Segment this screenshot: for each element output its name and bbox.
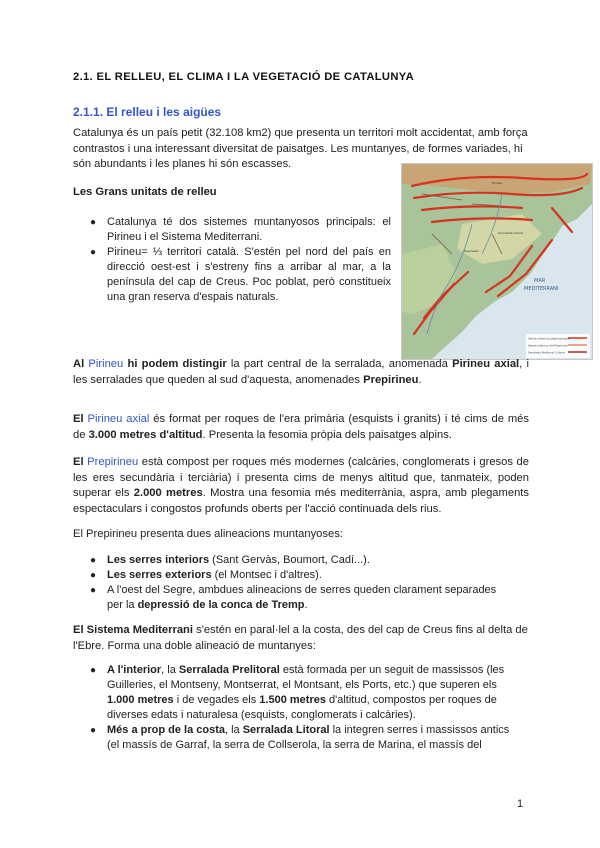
pirineu-axial-paragraph: El Pirineu axial és format per roques de l'era primària (esquists i granits) i té cims de més de 3.000 metres d'altitud. Presenta la fesomia pròpia dels paisatges alpins. bbox=[73, 413, 529, 441]
bullet-icon: ● bbox=[90, 665, 97, 676]
pirineu-paragraph: Al Pirineu hi podem distingir la part central de la serralada, anomenada Pirineu axial, i les serralades que queden al sud d'aquesta, anomenades Prepirineu. bbox=[73, 358, 529, 386]
subsection-heading: 2.1.1. El relleu i les aigües bbox=[73, 105, 222, 119]
page-number: 1 bbox=[517, 798, 524, 810]
map-label-mediterrani: MEDITERRANI bbox=[524, 286, 559, 292]
bullet-icon: ● bbox=[90, 217, 97, 228]
map-legend-item: Serralada Prelitoral / Litoral bbox=[528, 350, 565, 355]
list-item: ● A l'oest del Segre, ambdues alineacions de serres queden clarament separades per la depressió de la conca de Tremp. bbox=[90, 584, 497, 611]
prepirineu-list bbox=[90, 553, 510, 613]
bullet-icon: ● bbox=[90, 247, 97, 258]
intro-paragraph: Catalunya és un país petit (32.108 km2) que presenta un territori molt accidentat, amb força contrastos i una interessant diversitat de paisatges. Les muntanyes, de formes variades, hi són abundants i les planes hi són escasses. bbox=[73, 127, 528, 171]
bullet-icon: ● bbox=[90, 555, 97, 566]
prepirineu-intro: El Prepirineu presenta dues alineacions muntanyoses: bbox=[73, 528, 343, 540]
map-label-pirineu: Pirineu bbox=[492, 181, 503, 185]
list-item: ● Més a prop de la costa, la Serralada Litoral la integren serres i massissos antics (el massís de Garraf, la serra de Collserola, la serra de Marina, el massís del bbox=[90, 724, 510, 751]
map-label-litoral: Serralada Litoral bbox=[498, 231, 523, 235]
list-item: ● Catalunya té dos sistemes muntanyosos principals: el Pirineu i el Sistema Mediterrani. bbox=[90, 216, 391, 243]
map-legend-item: Serres interiors del Prepirineu bbox=[528, 343, 568, 348]
map-label-mar: MAR bbox=[534, 278, 546, 284]
relief-map-image bbox=[401, 163, 593, 360]
list-item: ● Les serres exteriors (el Montsec i d'altres). bbox=[90, 569, 322, 581]
pirineu-axial-term: Pirineu axial bbox=[87, 413, 150, 425]
units-list bbox=[90, 215, 391, 305]
prepirineu-paragraph: El Prepirineu està compost per roques més modernes (calcàries, conglomerats i gresos de les eres secundària i terciària) i presenta cims de menys altitud que, tanmateix, poden superar els 2.000 metres. Mostra una fesomia més mediterrània, aspra, amb plegaments espectaculars i congostos profunds oberts per l'acció continuada dels rius. bbox=[73, 456, 529, 515]
list-item: ● A l'interior, la Serralada Prelitoral està formada per un seguit de massissos (les Guilleries, el Montseny, Montserrat, el Montsant, els Ports, etc.) que superen els 1.000 metres i de vegades els 1.500 metres d'altitud, compostos per roques de diverses edats i naturalesa (esquists, conglomerats i calcàries). bbox=[90, 664, 505, 721]
section-heading: 2.1. EL RELLEU, EL CLIMA I LA VEGETACIÓ DE CATALUNYA bbox=[73, 71, 415, 83]
list-item: ● Pirineu= ⅓ territori català. S'estén pel nord del país en direcció oest-est i s'estreny fins a arribar al mar, a la península del cap de Creus. Poc poblat, però constitueix una gran reserva d'espais naturals. bbox=[90, 246, 391, 303]
pirineu-term: Pirineu bbox=[88, 358, 124, 370]
map-legend-item: Serres exteriors prepirinenques bbox=[528, 336, 571, 341]
mediterrani-paragraph: El Sistema Mediterrani s'estén en paral·lel a la costa, des del cap de Creus fins al delta de l'Ebre. Forma una doble alineació de muntanyes: bbox=[73, 624, 528, 652]
list-item: ● Les serres interiors (Sant Gervàs, Boumort, Cadí...). bbox=[90, 554, 370, 566]
bullet-icon: ● bbox=[90, 585, 97, 596]
bullet-icon: ● bbox=[90, 725, 97, 736]
units-title: Les Grans unitats de relleu bbox=[73, 186, 217, 198]
bullet-icon: ● bbox=[90, 570, 97, 581]
mediterrani-list bbox=[90, 663, 510, 753]
map-label-depressio: Depressió bbox=[464, 249, 479, 253]
prepirineu-term: Prepirineu bbox=[87, 456, 139, 468]
